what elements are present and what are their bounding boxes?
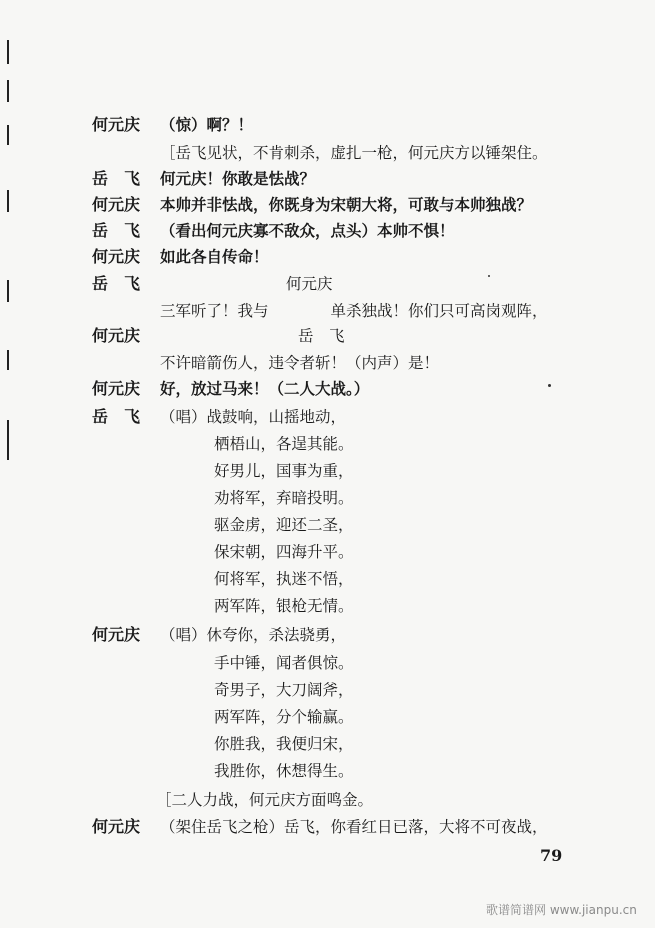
line-text: 如此各自传命！ [160, 247, 269, 266]
verse-line [0, 539, 655, 565]
stage-direction [0, 787, 655, 813]
line-text: ［岳飞见状，不肯刺杀，虚扎一枪，何元庆方以锤架住。 [160, 144, 548, 162]
verse-text: 驱金虏，迎还二圣， [214, 516, 354, 534]
speaker-name: 岳 飞 [92, 169, 141, 188]
verse-line [0, 593, 655, 619]
speaker-name: 岳 飞 [92, 274, 141, 293]
verse-text: 两军阵，分个输赢。 [214, 708, 354, 726]
verse-text: 手中锤，闻者俱惊。 [214, 654, 354, 672]
speaker-name: 岳 飞 [92, 407, 141, 426]
verse-line [0, 758, 655, 784]
line-text: （架住岳飞之枪）岳飞，你看红日已落，大将不可夜战， [160, 818, 548, 836]
line-text: 本帅并非怯战，你既身为宋朝大将，可敢与本帅独战？ [160, 195, 533, 214]
line-text: 三军听了！我与 单杀独战！你们只可高岗观阵， [160, 302, 548, 320]
line-text: （看出何元庆寡不敌众，点头）本帅不惧！ [160, 221, 455, 240]
verse-text: 何将军，执迷不悟， [214, 570, 354, 588]
verse-line [0, 485, 655, 511]
script-line [0, 323, 655, 349]
speaker-name: 岳 飞 [92, 221, 141, 240]
script-line [0, 350, 655, 376]
verse-text: 栖梧山，各逞其能。 [214, 435, 354, 453]
speaker-name: 何元庆 [92, 625, 141, 644]
verse-text: 两军阵，银枪无情。 [214, 597, 354, 615]
script-line [0, 814, 655, 840]
script-line [0, 192, 655, 218]
speaker-name: 何元庆 [92, 195, 141, 214]
scan-speck [488, 275, 490, 277]
verse-line [0, 431, 655, 457]
verse-line [0, 458, 655, 484]
line-text: 不许暗箭伤人，违令者斩！（内声）是！ [160, 354, 440, 372]
script-line [0, 404, 655, 430]
scan-edge-mark [7, 80, 9, 102]
verse-text: 好男儿，国事为重， [214, 462, 354, 480]
line-text: 何元庆！你敢是怯战？ [160, 169, 316, 188]
script-line [0, 298, 655, 324]
verse-text: 奇男子，大刀阔斧， [214, 681, 354, 699]
verse-text: 保宋朝，四海升平。 [214, 543, 354, 561]
inline-name-cue: 岳 飞 [298, 327, 345, 345]
line-text: 好，放过马来！（二人大战。） [160, 379, 370, 398]
line-text: （唱）战鼓响，山摇地动， [160, 408, 347, 426]
line-text: （惊）啊？！ [160, 115, 254, 134]
verse-text: 劝将军，弃暗投明。 [214, 489, 354, 507]
script-line [0, 271, 655, 297]
line-text: ［二人力战，何元庆方面鸣金。 [156, 791, 374, 809]
verse-line [0, 677, 655, 703]
speaker-name: 何元庆 [92, 247, 141, 266]
verse-text: 你胜我，我便归宋， [214, 735, 354, 753]
verse-line [0, 704, 655, 730]
script-line [0, 622, 655, 648]
verse-line [0, 512, 655, 538]
script-line [0, 218, 655, 244]
speaker-name: 何元庆 [92, 115, 141, 134]
stage-direction [0, 140, 655, 166]
verse-line [0, 650, 655, 676]
line-text: （唱）休夸你，杀法骁勇， [160, 626, 347, 644]
inline-name-cue: 何元庆 [286, 275, 333, 293]
script-line [0, 112, 655, 138]
speaker-name: 何元庆 [92, 817, 141, 836]
speaker-name: 何元庆 [92, 379, 141, 398]
site-watermark: 歌谱简谱网 www.jianpu.cn [486, 903, 637, 917]
scan-edge-mark [7, 40, 9, 64]
script-line [0, 244, 655, 270]
verse-line [0, 731, 655, 757]
script-line [0, 376, 655, 402]
page-number: 79 [540, 846, 563, 865]
verse-text: 我胜你，休想得生。 [214, 762, 354, 780]
script-line [0, 166, 655, 192]
speaker-name: 何元庆 [92, 326, 141, 345]
scan-speck [548, 384, 551, 387]
verse-line [0, 566, 655, 592]
